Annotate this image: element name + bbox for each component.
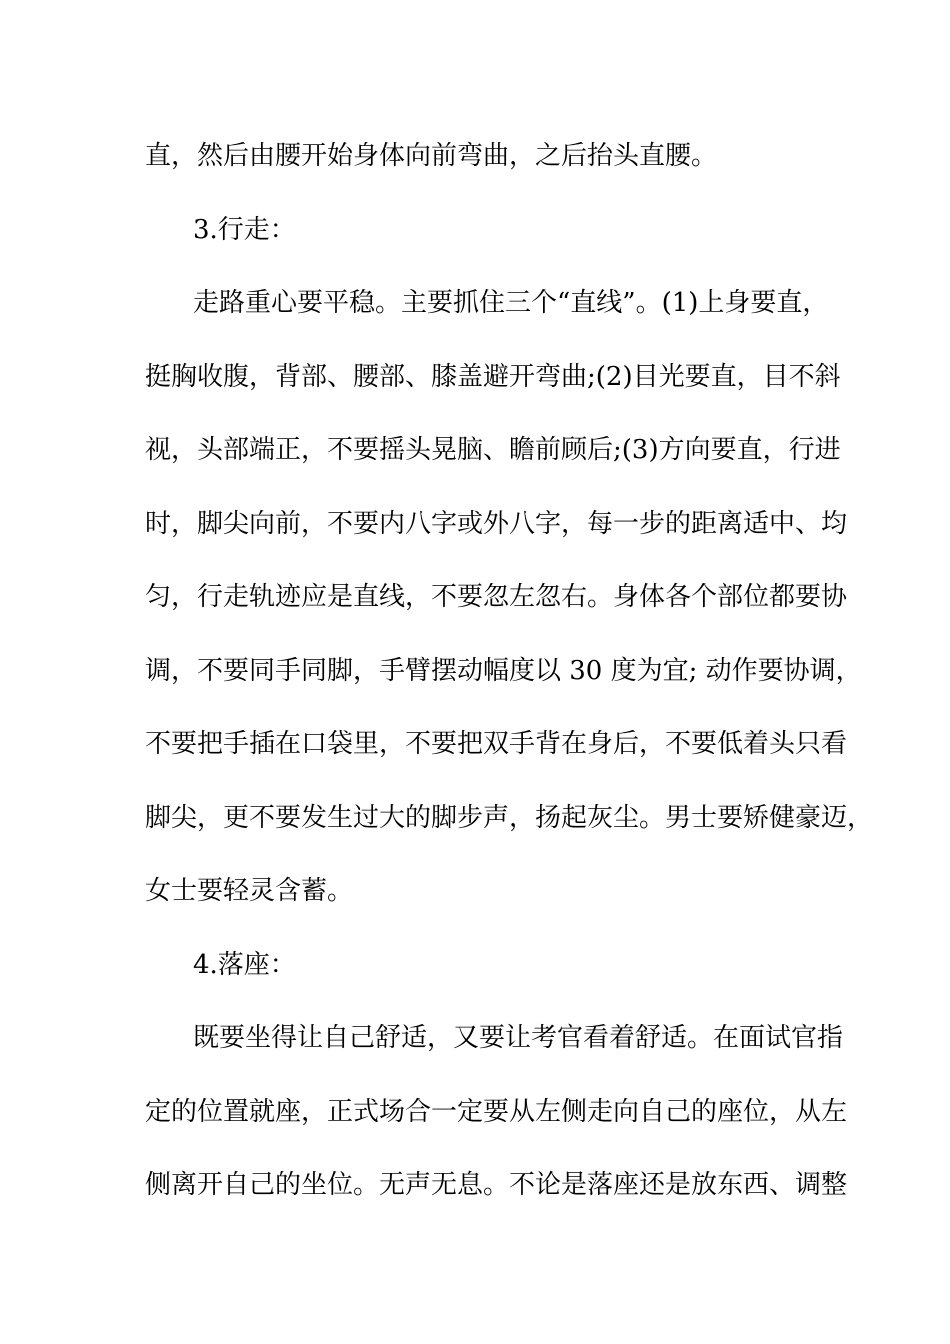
- section-heading-walking: 3.行走：: [193, 214, 296, 245]
- paragraph-line: 视，头部端正，不要摇头晃脑、瞻前顾后;(3)方向要直，行进: [145, 435, 841, 465]
- paragraph-line: 脚尖，更不要发生过大的脚步声，扬起灰尘。男士要矫健豪迈，: [145, 802, 874, 833]
- paragraph-line: 匀，行走轨迹应是直线，不要忽左忽右。身体各个部位都要协: [145, 582, 848, 612]
- paragraph-line: 走路重心要平稳。主要抓住三个“直线”。(1)上身要直，: [193, 288, 829, 318]
- document-body: [145, 120, 874, 1223]
- section-heading-seating: 4.落座：: [193, 949, 296, 980]
- paragraph-line: 时，脚尖向前，不要内八字或外八字，每一步的距离适中、均: [145, 508, 848, 539]
- paragraph-line: 直，然后由腰开始身体向前弯曲，之后抬头直腰。: [145, 141, 718, 171]
- paragraph-line: 既要坐得让自己舒适，又要让考官看着舒适。在面试官指: [193, 1023, 844, 1053]
- paragraph-line: 挺胸收腹，背部、腰部、膝盖避开弯曲;(2)目光要直，目不斜: [145, 361, 841, 392]
- paragraph-line: 侧离开自己的坐位。无声无息。不论是落座还是放东西、调整: [145, 1170, 848, 1200]
- paragraph-line: 定的位置就座，正式场合一定要从左侧走向自己的座位，从左: [145, 1096, 848, 1127]
- paragraph-line: 女士要轻灵含蓄。: [145, 876, 354, 906]
- paragraph-line: 不要把手插在口袋里，不要把双手背在身后，不要低着头只看: [145, 729, 848, 759]
- paragraph-line: 调，不要同手同脚，手臂摆动幅度以 30 度为宜; 动作要协调，: [145, 655, 862, 686]
